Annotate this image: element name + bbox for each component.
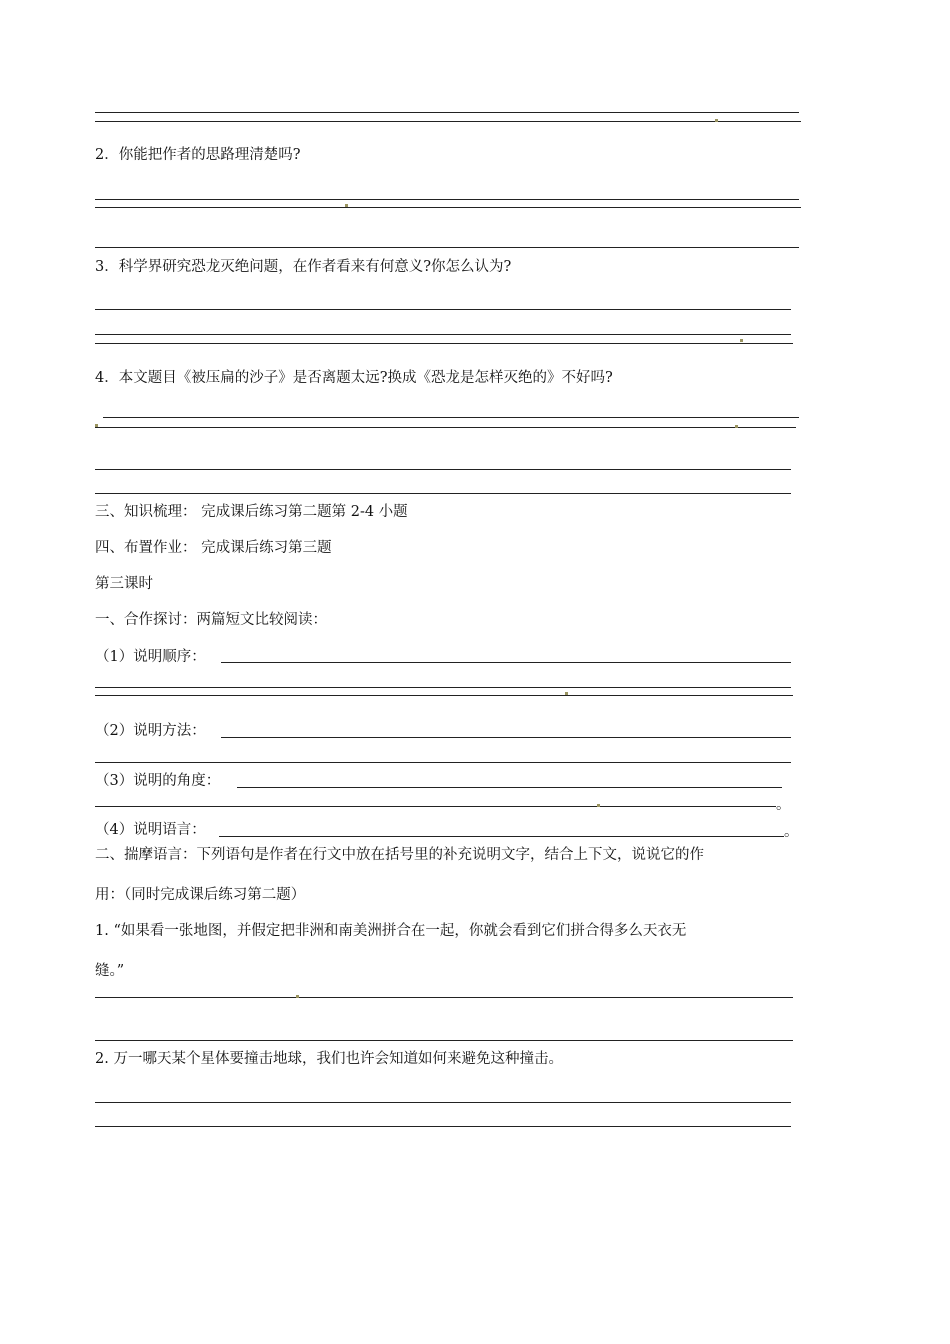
sentence-1-line2: 缝。” — [95, 963, 125, 979]
answer-line[interactable] — [95, 1126, 791, 1127]
lesson-heading: 第三课时 — [95, 576, 153, 592]
scan-mark — [740, 339, 743, 342]
answer-line[interactable] — [95, 121, 801, 122]
item-2-label: （2）说明方法： — [95, 723, 206, 739]
section-language-line2: 用：（同时完成课后练习第二题） — [95, 887, 306, 903]
scan-mark — [565, 692, 568, 695]
answer-line[interactable] — [95, 334, 791, 335]
answer-line[interactable] — [95, 207, 801, 208]
answer-line[interactable] — [95, 199, 799, 200]
period-mark: 。 — [776, 797, 791, 813]
answer-line[interactable] — [95, 427, 796, 428]
answer-line[interactable] — [95, 1040, 793, 1041]
answer-line[interactable] — [237, 787, 782, 788]
answer-line[interactable] — [95, 687, 791, 688]
section-language-line1: 二、揣摩语言：下列语句是作者在行文中放在括号里的补充说明文字，结合上下文，说说它的作 — [95, 847, 704, 863]
sentence-2: 2. 万一哪天某个星体要撞击地球，我们也许会知道如何来避免这种撞击。 — [95, 1051, 563, 1067]
item-1-label: （1）说明顺序： — [95, 649, 206, 665]
scan-mark — [735, 425, 738, 428]
scan-mark — [597, 804, 600, 807]
answer-line[interactable] — [95, 997, 793, 998]
answer-line[interactable] — [95, 493, 791, 494]
sentence-1-line1: 1. “如果看一张地图，并假定把非洲和南美洲拼合在一起，你就会看到它们拼合得多么天衣无 — [95, 923, 687, 939]
section-coop: 一、合作探讨：两篇短文比较阅读： — [95, 612, 327, 628]
question-4: 4．本文题目《被压扁的沙子》是否离题太远?换成《恐龙是怎样灭绝的》不好吗? — [95, 370, 613, 386]
item-4-label: （4）说明语言： — [95, 822, 206, 838]
answer-line[interactable] — [95, 247, 799, 248]
scan-mark — [296, 995, 299, 998]
answer-line[interactable] — [95, 309, 791, 310]
section-knowledge: 三、知识梳理： 完成课后练习第二题第 2-4 小题 — [95, 504, 408, 520]
answer-line[interactable] — [95, 806, 776, 807]
answer-line[interactable] — [95, 1102, 791, 1103]
answer-line[interactable] — [95, 695, 793, 696]
answer-line[interactable] — [103, 417, 799, 418]
item-3-label: （3）说明的角度： — [95, 773, 221, 789]
answer-line[interactable] — [95, 343, 793, 344]
period-mark: 。 — [784, 824, 799, 840]
scan-mark — [345, 204, 348, 207]
scan-mark — [715, 119, 718, 122]
answer-line[interactable] — [219, 836, 784, 837]
scan-mark — [95, 424, 98, 427]
question-2: 2．你能把作者的思路理清楚吗? — [95, 147, 301, 163]
answer-line[interactable] — [221, 662, 791, 663]
answer-line[interactable] — [95, 469, 791, 470]
answer-line[interactable] — [95, 762, 791, 763]
question-3: 3．科学界研究恐龙灭绝问题，在作者看来有何意义?你怎么认为? — [95, 259, 512, 275]
section-homework: 四、布置作业： 完成课后练习第三题 — [95, 540, 332, 556]
answer-line[interactable] — [221, 737, 791, 738]
answer-line[interactable] — [95, 112, 799, 113]
